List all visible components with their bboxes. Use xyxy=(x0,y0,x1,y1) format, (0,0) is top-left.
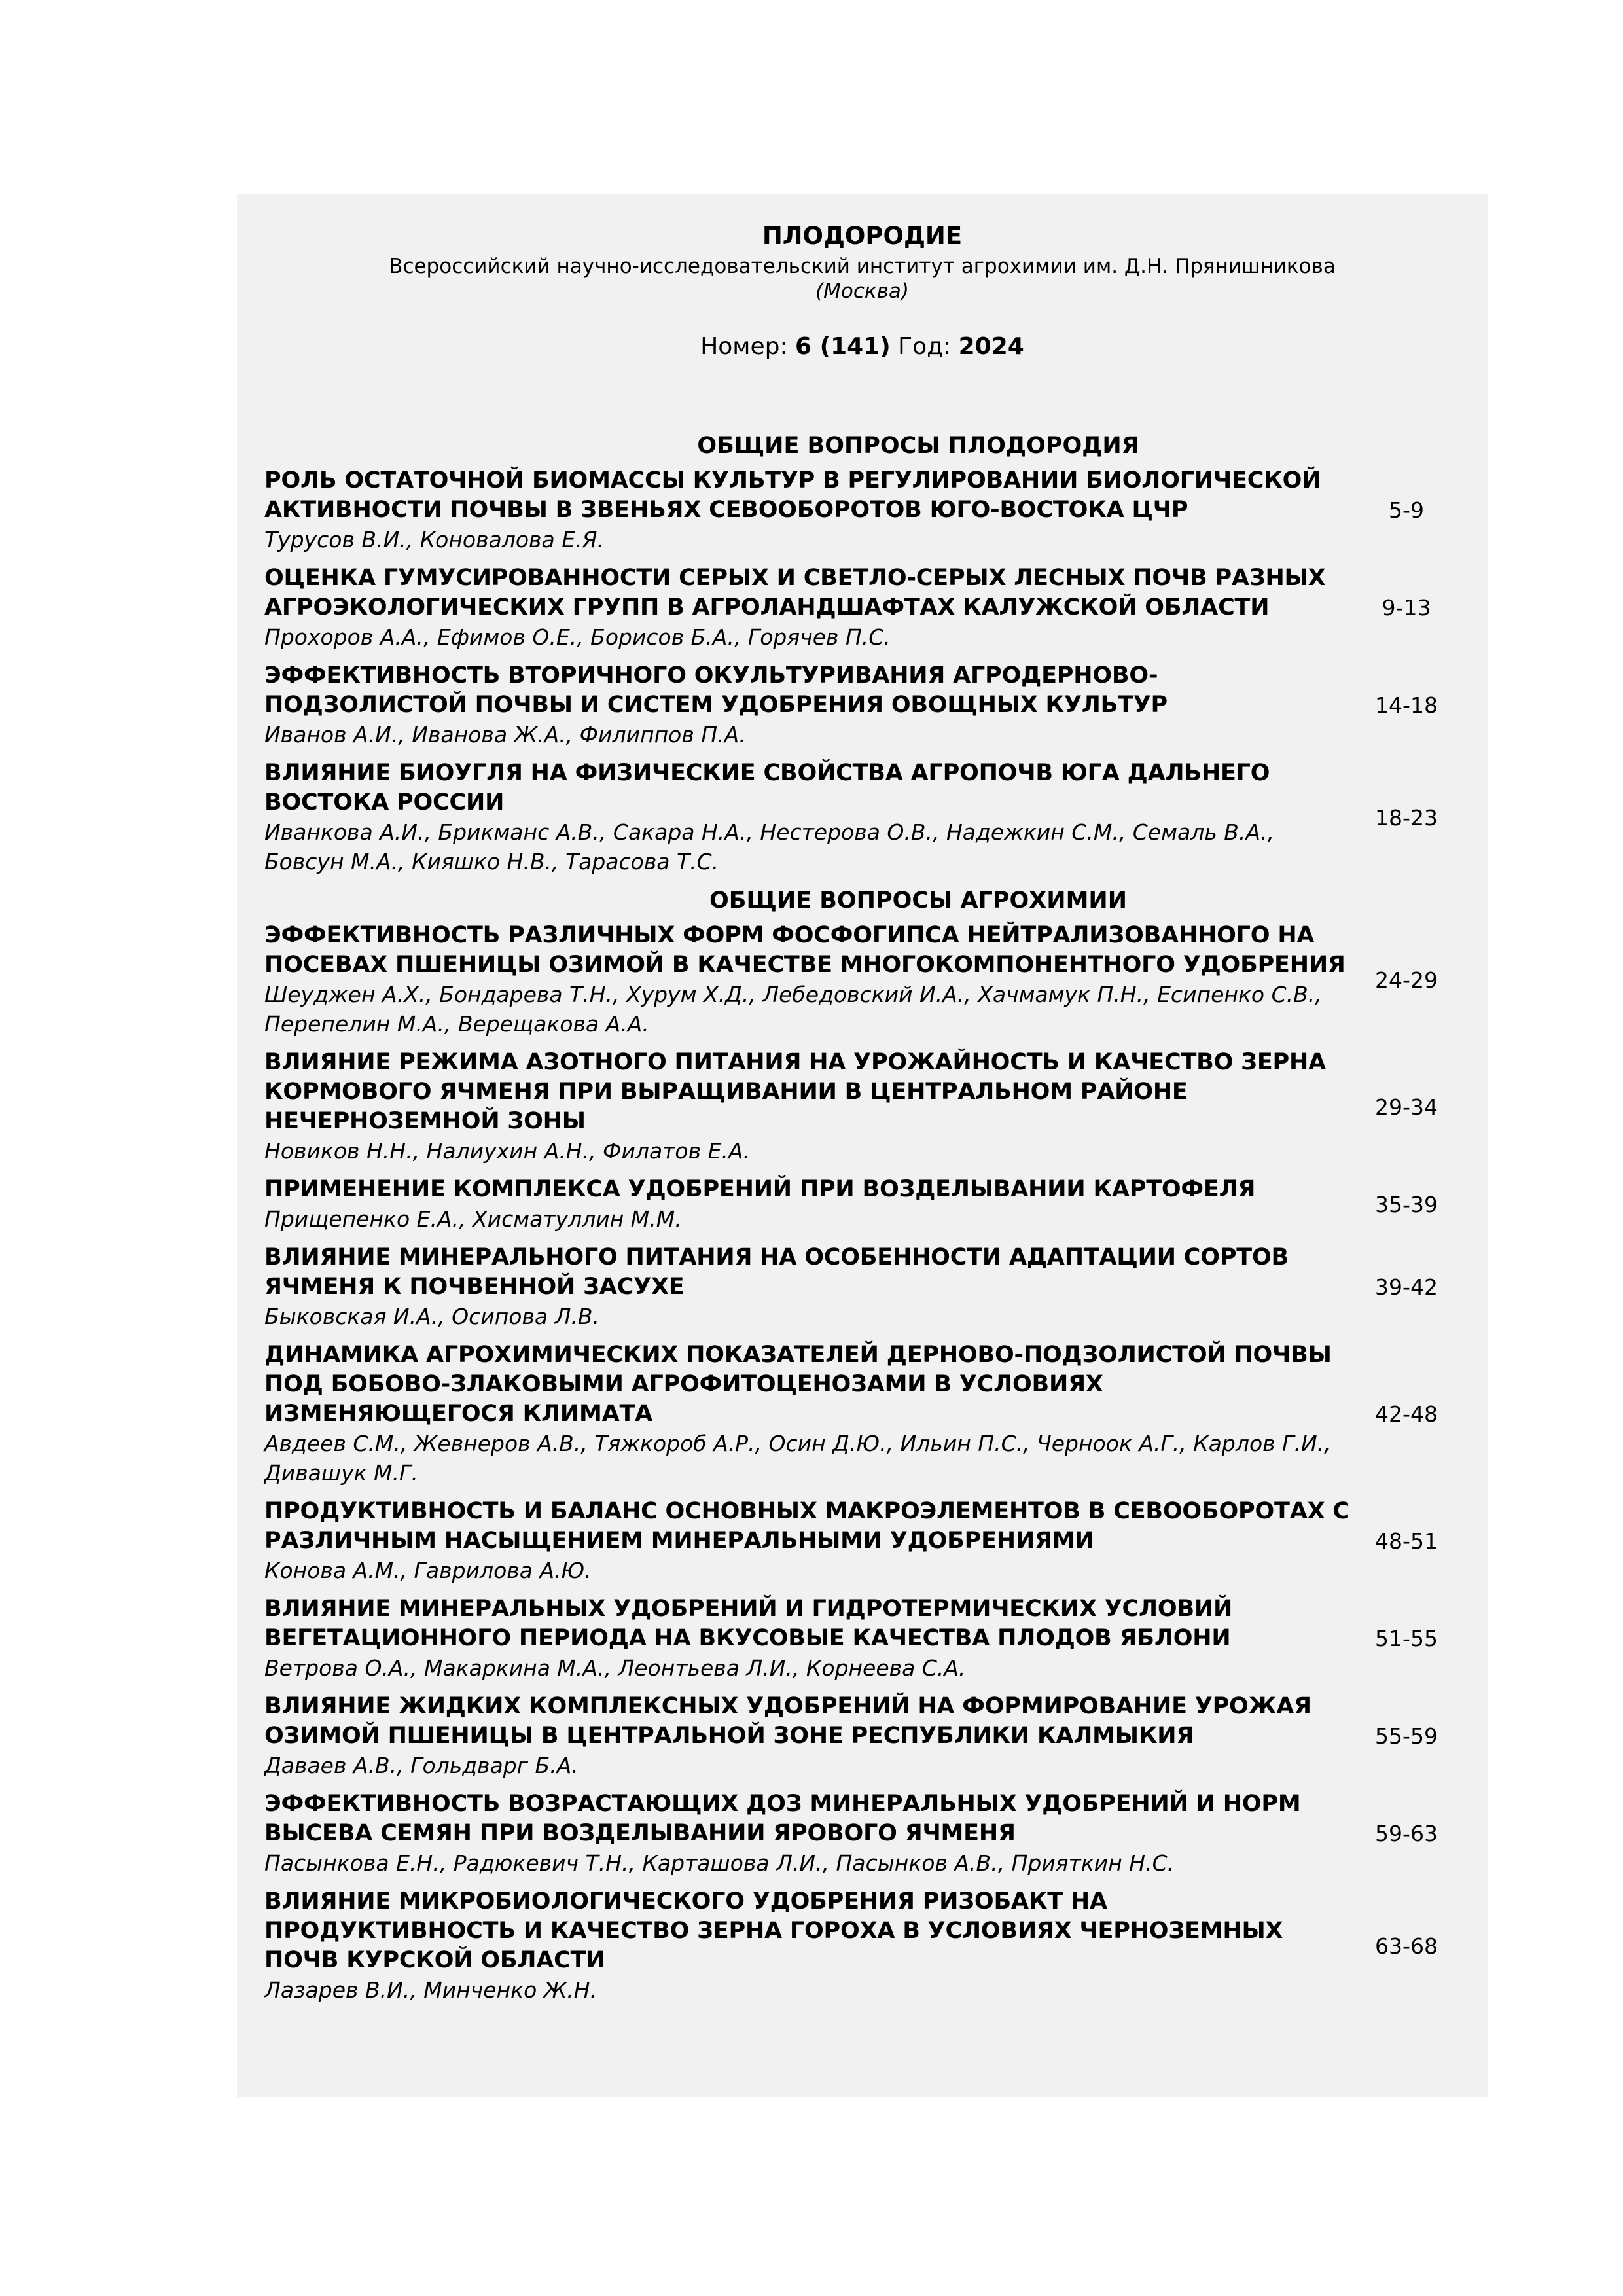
article-body xyxy=(264,1789,1351,1878)
article-title[interactable]: ДИНАМИКА АГРОХИМИЧЕСКИХ ПОКАЗАТЕЛЕЙ ДЕРНОВО-ПОДЗОЛИСТОЙ ПОЧВЫ ПОД БОБОВО-ЗЛАКОВЫМИ АГРОФИТОЦЕНОЗАМИ В УСЛОВИЯХ ИЗМЕНЯЮЩЕГОСЯ КЛИМАТА xyxy=(264,1342,1332,1427)
article-pages: 9-13 xyxy=(1382,595,1431,620)
article-body xyxy=(264,1048,1351,1166)
article-title[interactable]: ЭФФЕКТИВНОСТЬ ВТОРИЧНОГО ОКУЛЬТУРИВАНИЯ АГРОДЕРНОВО-ПОДЗОЛИСТОЙ ПОЧВЫ И СИСТЕМ УДОБРЕНИЯ ОВОЩНЫХ КУЛЬТУР xyxy=(264,662,1168,718)
article-pages: 48-51 xyxy=(1375,1528,1438,1554)
article-authors: Турусов В.И., Коновалова Е.Я. xyxy=(264,527,604,552)
article-pages: 5-9 xyxy=(1389,497,1424,523)
institute-name: Всероссийский научно-исследовательский институт агрохимии им. Д.Н. Прянишникова xyxy=(389,255,1336,278)
article-entry[interactable] xyxy=(264,466,1462,554)
article-title[interactable]: РОЛЬ ОСТАТОЧНОЙ БИОМАССЫ КУЛЬТУР В РЕГУЛИРОВАНИИ БИОЛОГИЧЕСКОЙ АКТИВНОСТИ ПОЧВЫ В ЗВЕНЬЯХ СЕВООБОРОТОВ ЮГО-ВОСТОКА ЦЧР xyxy=(264,467,1321,523)
article-pages: 51-55 xyxy=(1375,1626,1438,1651)
year-value: 2024 xyxy=(958,333,1024,360)
article-entry[interactable] xyxy=(264,759,1462,876)
article-body xyxy=(264,759,1351,876)
article-body xyxy=(264,661,1351,749)
article-body xyxy=(264,1497,1351,1585)
article-authors: Быковская И.А., Осипова Л.В. xyxy=(264,1304,600,1329)
article-authors: Прищепенко Е.А., Хисматуллин М.М. xyxy=(264,1206,682,1232)
article-title[interactable]: ВЛИЯНИЕ МИНЕРАЛЬНЫХ УДОБРЕНИЙ И ГИДРОТЕРМИЧЕСКИХ УСЛОВИЙ ВЕГЕТАЦИОННОГО ПЕРИОДА НА ВКУСОВЫЕ КАЧЕСТВА ПЛОДОВ ЯБЛОНИ xyxy=(264,1596,1233,1651)
article-authors: Шеуджен А.Х., Бондарева Т.Н., Хурум Х.Д., Лебедовский И.А., Хачмамук П.Н., Есипенко С.В., Перепелин М.А., Верещакова А.А. xyxy=(264,982,1322,1037)
article-pages: 35-39 xyxy=(1375,1191,1438,1217)
article-body xyxy=(264,1243,1351,1331)
article-authors: Новиков Н.Н., Налиухин А.Н., Филатов Е.А. xyxy=(264,1138,750,1164)
table-of-contents xyxy=(264,431,1462,2014)
institute-city: (Москва) xyxy=(815,279,909,303)
article-entry[interactable] xyxy=(264,1175,1462,1234)
article-title[interactable]: ВЛИЯНИЕ ЖИДКИХ КОМПЛЕКСНЫХ УДОБРЕНИЙ НА ФОРМИРОВАНИЕ УРОЖАЯ ОЗИМОЙ ПШЕНИЦЫ В ЦЕНТРАЛЬНОЙ ЗОНЕ РЕСПУБЛИКИ КАЛМЫКИЯ xyxy=(264,1693,1311,1749)
article-title[interactable]: ВЛИЯНИЕ МИКРОБИОЛОГИЧЕСКОГО УДОБРЕНИЯ РИЗОБАКТ НА ПРОДУКТИВНОСТЬ И КАЧЕСТВО ЗЕРНА ГОРОХА В УСЛОВИЯХ ЧЕРНОЗЕМНЫХ ПОЧВ КУРСКОЙ ОБЛАСТИ xyxy=(264,1888,1283,1973)
article-title[interactable]: ВЛИЯНИЕ МИНЕРАЛЬНОГО ПИТАНИЯ НА ОСОБЕННОСТИ АДАПТАЦИИ СОРТОВ ЯЧМЕНЯ К ПОЧВЕННОЙ ЗАСУХЕ xyxy=(264,1244,1289,1300)
article-body xyxy=(264,466,1351,554)
article-pages: 18-23 xyxy=(1375,804,1438,831)
journal-title: ПЛОДОРОДИЕ xyxy=(762,222,963,250)
article-pages: 42-48 xyxy=(1375,1401,1438,1427)
article-authors: Иванов А.И., Иванова Ж.А., Филиппов П.А. xyxy=(264,722,746,747)
article-entry[interactable] xyxy=(264,1692,1462,1780)
article-title[interactable]: ВЛИЯНИЕ БИОУГЛЯ НА ФИЗИЧЕСКИЕ СВОЙСТВА АГРОПОЧВ ЮГА ДАЛЬНЕГО ВОСТОКА РОССИИ xyxy=(264,760,1270,816)
issue-value: 6 (141) xyxy=(795,333,891,360)
article-entry[interactable] xyxy=(264,1340,1462,1488)
article-body xyxy=(264,921,1351,1039)
article-body xyxy=(264,1340,1351,1488)
article-entry[interactable] xyxy=(264,1594,1462,1683)
article-title[interactable]: ВЛИЯНИЕ РЕЖИМА АЗОТНОГО ПИТАНИЯ НА УРОЖАЙНОСТЬ И КАЧЕСТВО ЗЕРНА КОРМОВОГО ЯЧМЕНЯ ПРИ ВЫРАЩИВАНИИ В ЦЕНТРАЛЬНОМ РАЙОНЕ НЕЧЕРНОЗЕМНОЙ ЗОНЫ xyxy=(264,1049,1326,1134)
article-title[interactable]: ПРОДУКТИВНОСТЬ И БАЛАНС ОСНОВНЫХ МАКРОЭЛЕМЕНТОВ В СЕВООБОРОТАХ С РАЗЛИЧНЫМ НАСЫЩЕНИЕМ МИНЕРАЛЬНЫМИ УДОБРЕНИЯМИ xyxy=(264,1498,1349,1554)
toc-panel xyxy=(237,194,1488,2097)
article-authors: Иванкова А.И., Брикманс А.В., Сакара Н.А., Нестерова О.В., Надежкин С.М., Семаль В.А., Бовсун М.А., Кияшко Н.В., Тарасова Т.С. xyxy=(264,819,1274,874)
article-body xyxy=(264,564,1351,652)
section-heading: ОБЩИЕ ВОПРОСЫ АГРОХИМИИ xyxy=(709,888,1127,914)
article-pages: 63-68 xyxy=(1375,1933,1438,1959)
article-authors: Лазарев В.И., Минченко Ж.Н. xyxy=(264,1977,597,2003)
article-title[interactable]: ЭФФЕКТИВНОСТЬ ВОЗРАСТАЮЩИХ ДОЗ МИНЕРАЛЬНЫХ УДОБРЕНИЙ И НОРМ ВЫСЕВА СЕМЯН ПРИ ВОЗДЕЛЫВАНИИ ЯРОВОГО ЯЧМЕНЯ xyxy=(264,1791,1301,1846)
article-entry[interactable] xyxy=(264,661,1462,749)
article-title[interactable]: ПРИМЕНЕНИЕ КОМПЛЕКСА УДОБРЕНИЙ ПРИ ВОЗДЕЛЫВАНИИ КАРТОФЕЛЯ xyxy=(264,1176,1256,1202)
article-entry[interactable] xyxy=(264,1497,1462,1585)
article-authors: Пасынкова Е.Н., Радюкевич Т.Н., Карташова Л.И., Пасынков А.В., Прияткин Н.С. xyxy=(264,1850,1175,1876)
article-body xyxy=(264,1175,1351,1234)
article-body xyxy=(264,1594,1351,1683)
issue-line xyxy=(237,332,1488,361)
article-entry[interactable] xyxy=(264,564,1462,652)
article-pages: 29-34 xyxy=(1375,1094,1438,1120)
article-pages: 39-42 xyxy=(1375,1274,1438,1300)
year-label: Год: xyxy=(898,333,952,360)
article-title[interactable]: ОЦЕНКА ГУМУСИРОВАННОСТИ СЕРЫХ И СВЕТЛО-СЕРЫХ ЛЕСНЫХ ПОЧВ РАЗНЫХ АГРОЭКОЛОГИЧЕСКИХ ГРУПП В АГРОЛАНДШАФТАХ КАЛУЖСКОЙ ОБЛАСТИ xyxy=(264,565,1326,620)
article-body xyxy=(264,1887,1351,2005)
article-title[interactable]: ЭФФЕКТИВНОСТЬ РАЗЛИЧНЫХ ФОРМ ФОСФОГИПСА НЕЙТРАЛИЗОВАННОГО НА ПОСЕВАХ ПШЕНИЦЫ ОЗИМОЙ В КАЧЕСТВЕ МНОГОКОМПОНЕНТНОГО УДОБРЕНИЯ xyxy=(264,922,1346,978)
article-pages: 55-59 xyxy=(1375,1723,1438,1749)
article-authors: Ветрова О.А., Макаркина М.А., Леонтьева Л.И., Корнеева С.А. xyxy=(264,1655,966,1681)
issue-label: Номер: xyxy=(700,333,788,360)
section-heading: ОБЩИЕ ВОПРОСЫ ПЛОДОРОДИЯ xyxy=(697,433,1139,459)
article-entry[interactable] xyxy=(264,1887,1462,2005)
article-pages: 14-18 xyxy=(1375,692,1438,718)
article-authors: Прохоров А.А., Ефимов О.Е., Борисов Б.А., Горячев П.С. xyxy=(264,624,891,650)
article-authors: Конова А.М., Гаврилова А.Ю. xyxy=(264,1558,592,1583)
article-authors: Авдеев С.М., Жевнеров А.В., Тяжкороб А.Р., Осин Д.Ю., Ильин П.С., Черноок А.Г., Карлов Г.И., Дивашук М.Г. xyxy=(264,1431,1331,1486)
article-entry[interactable] xyxy=(264,1048,1462,1166)
article-body xyxy=(264,1692,1351,1780)
article-entry[interactable] xyxy=(264,1789,1462,1878)
article-pages: 59-63 xyxy=(1375,1821,1438,1846)
article-authors: Даваев А.В., Гольдварг Б.А. xyxy=(264,1753,579,1778)
article-pages: 24-29 xyxy=(1375,967,1438,993)
article-entry[interactable] xyxy=(264,921,1462,1039)
article-entry[interactable] xyxy=(264,1243,1462,1331)
